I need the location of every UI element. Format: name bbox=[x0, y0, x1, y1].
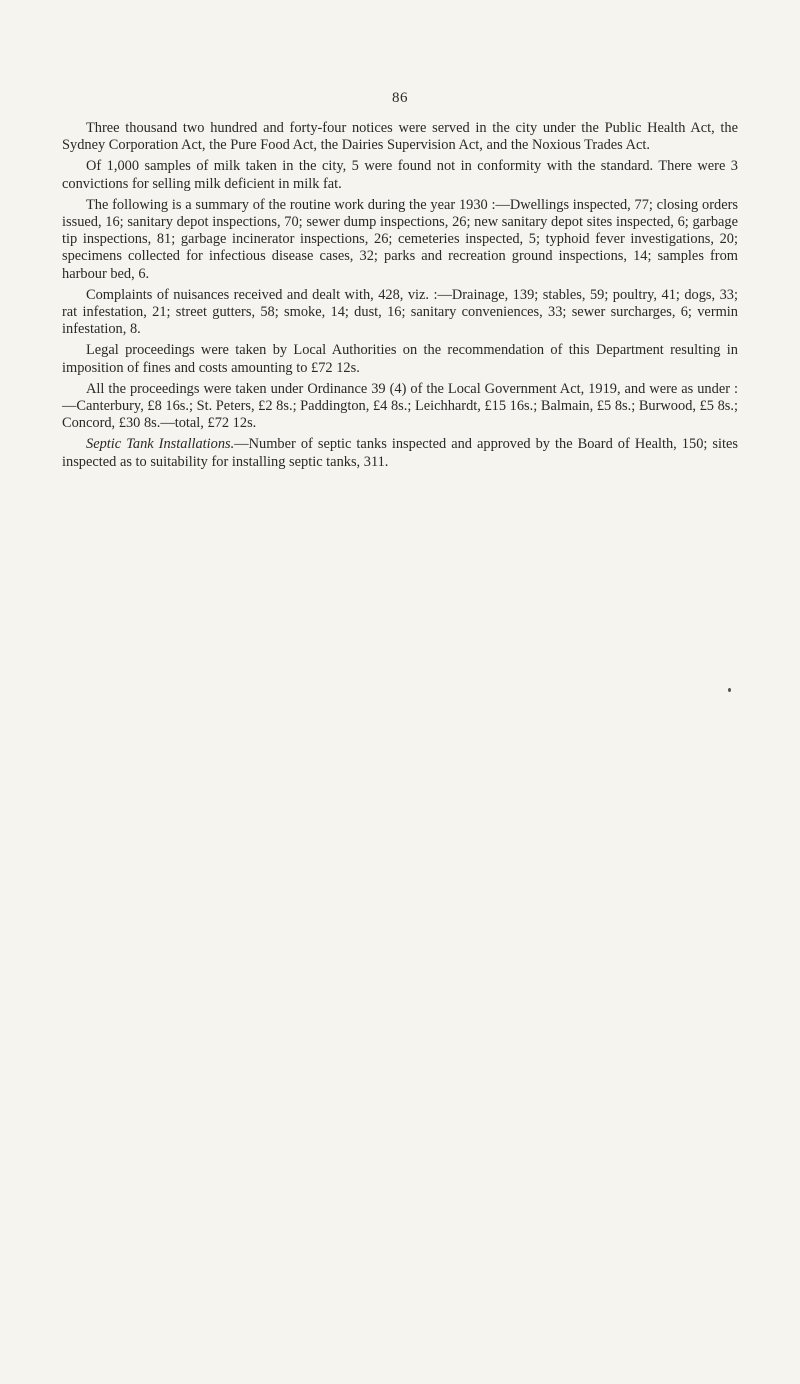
septic-text: —Number of septic tanks inspected and approved by the Board of Health, 150; sites inspected as to suitability for installing septic tanks, 311. bbox=[62, 436, 739, 470]
septic-heading: Septic Tank Installations. bbox=[86, 436, 235, 453]
paragraph-routine-work: The following is a summary of the routine work during the year 1930 :—Dwellings inspected, 77; closing orders issued, 16; sanitary depot inspections, 70; sewer dump inspections, 26; new sanitary depot sites inspected, 6; garbage tip inspections, 81; garbage incinerator inspections, 26; cemeteries inspected, 5; typhoid fever investigations, 20; specimens collected for infectious disease cases, 32; parks and recreation ground inspections, 14; samples from harbour bed, 6. bbox=[62, 196, 738, 282]
document-body bbox=[62, 120, 738, 475]
paragraph-ordinance-fines: All the proceedings were taken under Ordinance 39 (4) of the Local Government Act, 1919, and were as under :—Canterbury, £8 16s.; St. Peters, £2 8s.; Paddington, £4 8s.; Leichhardt, £15 16s.; Balmain, £5 8s.; Burwood, £5 8s.; Concord, £30 8s.—total, £72 12s. bbox=[62, 380, 738, 432]
page-speck bbox=[728, 688, 731, 692]
paragraph-septic-tanks bbox=[62, 436, 738, 470]
paragraph-notices: Three thousand two hundred and forty-four notices were served in the city under the Public Health Act, the Sydney Corporation Act, the Pure Food Act, the Dairies Supervision Act, and the Noxious Trades Act. bbox=[62, 120, 738, 154]
paragraph-legal-proceedings: Legal proceedings were taken by Local Authorities on the recommendation of this Department resulting in imposition of fines and costs amounting to £72 12s. bbox=[62, 342, 738, 376]
page-number: 86 bbox=[392, 90, 408, 106]
paragraph-milk-samples: Of 1,000 samples of milk taken in the city, 5 were found not in conformity with the standard. There were 3 convictions for selling milk deficient in milk fat. bbox=[62, 158, 738, 192]
paragraph-complaints: Complaints of nuisances received and dealt with, 428, viz. :—Drainage, 139; stables, 59; poultry, 41; dogs, 33; rat infestation, 21; street gutters, 58; smoke, 14; dust, 16; sanitary conveniences, 33; sewer surcharges, 6; vermin infestation, 8. bbox=[62, 286, 738, 338]
